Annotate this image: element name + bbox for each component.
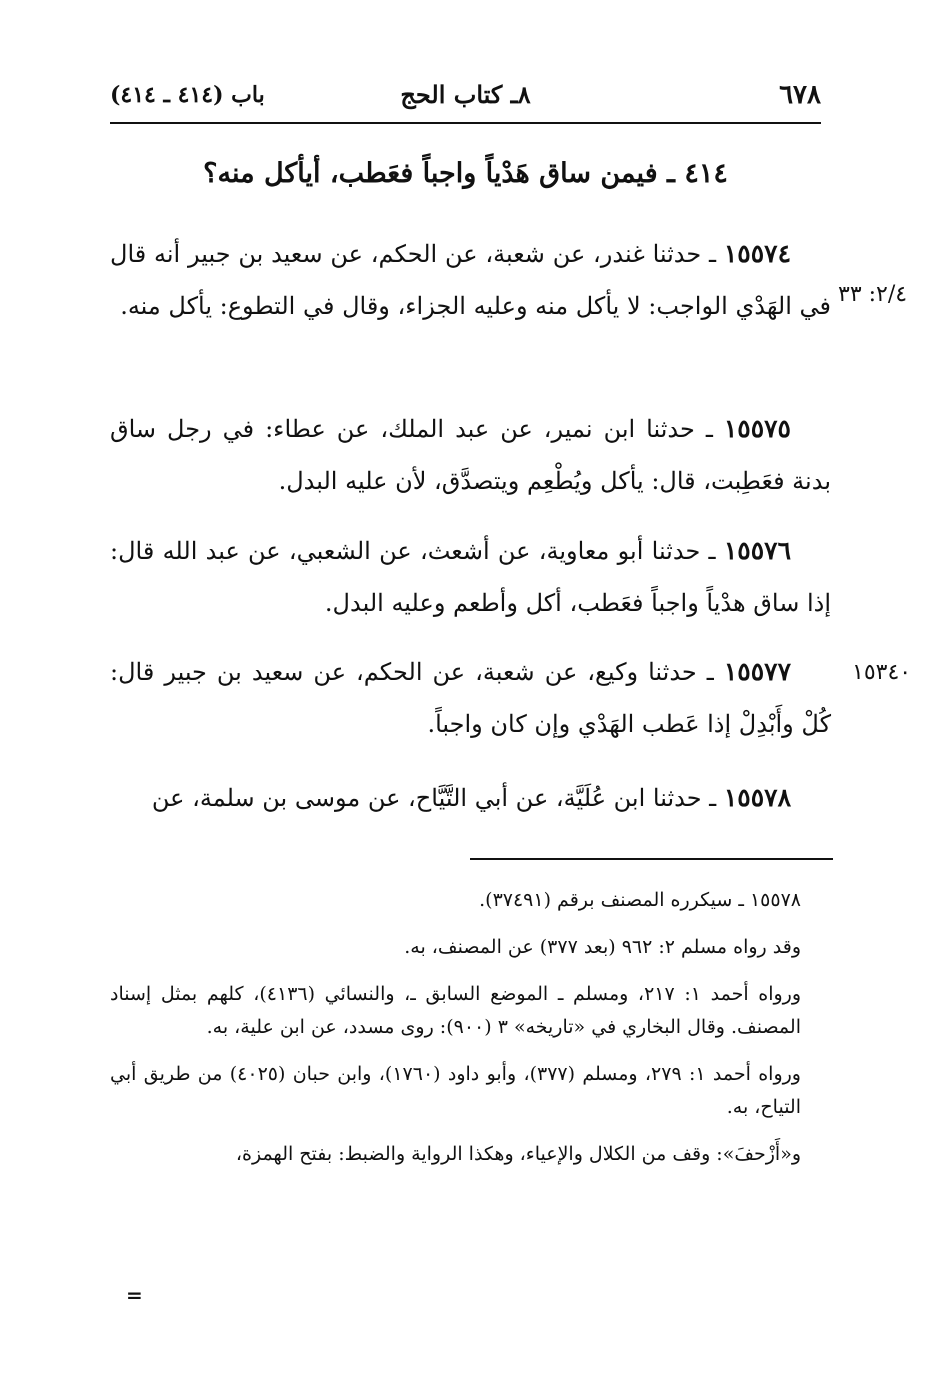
- footnote-paragraph: ورواه أحمد ١: ٢٧٩، ومسلم (٣٧٧)، وأبو داود (١٧٦٠)، وابن حبان (٤٠٢٥) من طريق أبي التياح، به.: [110, 1063, 801, 1118]
- hadith-number: ١٥٥٧٤: [723, 239, 791, 268]
- hadith-number: ١٥٥٧٧: [723, 657, 791, 686]
- hadith-paragraph: [110, 525, 831, 629]
- chapter-range: باب (٤١٤ ـ ٤١٤): [110, 82, 265, 108]
- hadith-text: ـ حدثنا ابن نمير، عن عبد الملك، عن عطاء: في رجل ساق بدنة فعَطِبت، قال: يأكل ويُطْعِم ويتصدَّق، لأن عليه البدل.: [110, 415, 831, 495]
- hadith-text: ـ حدثنا وكيع، عن شعبة، عن الحكم، عن سعيد بن جبير قال: كُلْ وأَبْدِلْ إذا عَطب الهَدْي وإن كان واجباً.: [110, 658, 831, 738]
- page-header: [110, 74, 821, 124]
- hadith-number: ١٥٥٧٨: [723, 783, 791, 812]
- hadith-paragraph: [110, 646, 831, 750]
- section-title: ٤١٤ ـ فيمن ساق هَدْياً واجباً فعَطب، أيأكل منه؟: [203, 158, 728, 189]
- volume-reference-note: ٢/٤: ٣٣: [838, 282, 908, 307]
- footnote-paragraph: ١٥٥٧٨ ـ سيكرره المصنف برقم (٣٧٤٩١).: [479, 889, 801, 911]
- hadith-text: ـ حدثنا ابن عُلَيَّة، عن أبي التَّيَّاح، عن موسى بن سلمة، عن: [151, 784, 717, 812]
- hadith-paragraph: [110, 228, 831, 332]
- page-number: ٦٧٨: [779, 80, 821, 110]
- footnotes: [110, 884, 831, 1185]
- hadith-text: ـ حدثنا غندر، عن شعبة، عن الحكم، عن سعيد بن جبير أنه قال في الهَدْي الواجب: لا يأكل منه وعليه الجزاء، وقال في التطوع: يأكل منه.: [110, 240, 831, 320]
- footnote-paragraph: وقد رواه مسلم ٢: ٩٦٢ (بعد ٣٧٧) عن المصنف، به.: [404, 936, 801, 958]
- hadith-paragraph: [110, 772, 831, 824]
- footnote-separator: [470, 858, 833, 860]
- continuation-mark: =: [126, 1283, 143, 1307]
- book-title: ٨ـ كتاب الحج: [400, 80, 531, 109]
- footnote-paragraph: و«أَزْحفَ»: وقف من الكلال والإعياء، وهكذا الرواية والضبط: بفتح الهمزة،: [235, 1143, 801, 1165]
- hadith-text: ـ حدثنا أبو معاوية، عن أشعث، عن الشعبي، عن عبد الله قال: إذا ساق هدْياً واجباً فعَطب، أكل وأطعم وعليه البدل.: [110, 537, 831, 617]
- hadith-number: ١٥٥٧٦: [723, 536, 791, 565]
- footnote-paragraph: ورواه أحمد ١: ٢١٧، ومسلم ـ الموضع السابق ـ، والنسائي (٤١٣٦)، كلهم بمثل إسناد المصنف. وقال البخاري في «تاريخه» ٣ (٩٠٠): روى مسدد، عن ابن علية، به.: [110, 983, 801, 1038]
- header-rule: [110, 122, 821, 124]
- cross-reference-note: ١٥٣٤٠: [852, 660, 912, 685]
- hadith-paragraph: [110, 403, 831, 507]
- hadith-number: ١٥٥٧٥: [723, 414, 791, 443]
